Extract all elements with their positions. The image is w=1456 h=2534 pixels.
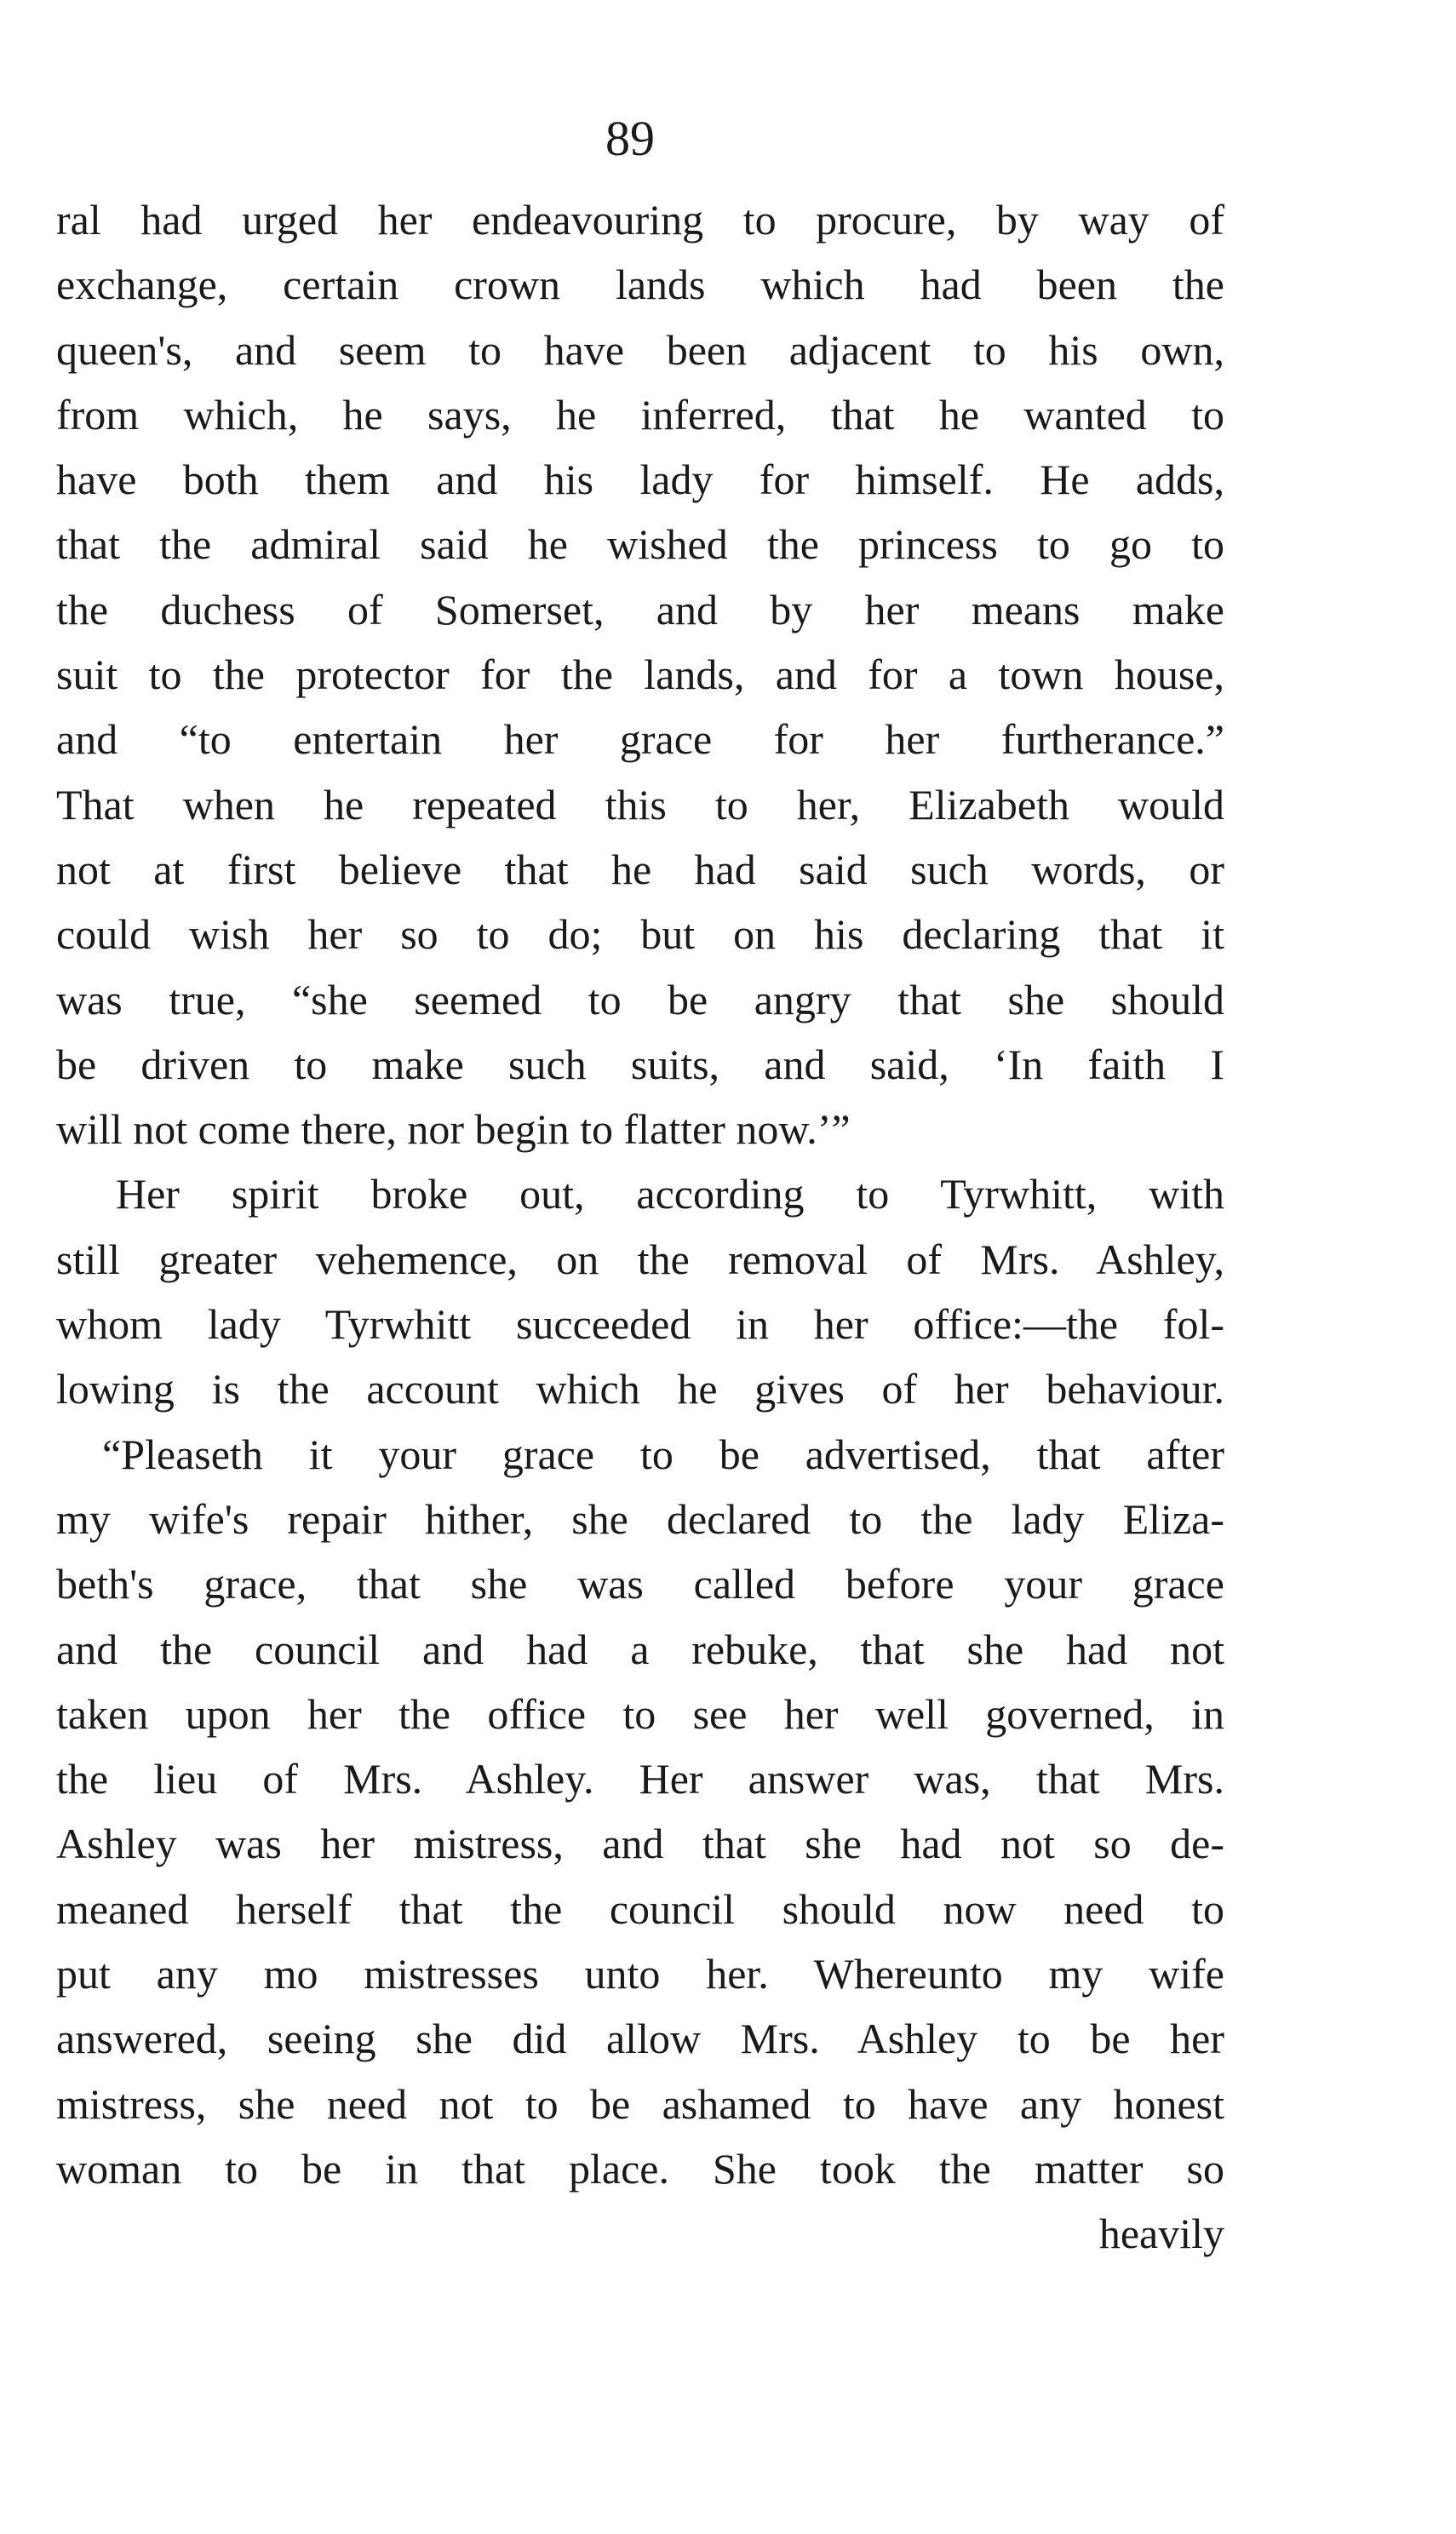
text-line: answered, seeing she did allow Mrs. Ashley to be her [56,2015,1224,2063]
text-line: suit to the protector for the lands, and for a town house, [56,651,1224,699]
text-line: queen's, and seem to have been adjacent to his own, [56,325,1224,374]
paragraph-start-line: “Pleaseth it your grace to be advertised, that after [102,1430,1224,1478]
paragraph-start-line: Her spirit broke out, according to Tyrwhitt, with [116,1170,1224,1218]
body-text [56,187,1224,2267]
text-line: meaned herself that the council should now need to [56,1884,1224,1933]
text-line: have both them and his lady for himself. He adds, [56,456,1224,504]
text-line: taken upon her the office to see her well governed, in [56,1689,1224,1738]
text-line: could wish her so to do; but on his declaring that it [56,910,1224,959]
text-line: lowing is the account which he gives of her behaviour. [56,1365,1224,1413]
text-line: that the admiral said he wished the princess to go to [56,520,1224,569]
text-line: will not come there, nor begin to flatter now.’” [56,1105,851,1154]
text-line: beth's grace, that she was called before your grace [56,1560,1224,1608]
text-line: not at first believe that he had said such words, or [56,845,1224,893]
text-line: ral had urged her endeavouring to procure, by way of [56,196,1224,244]
text-line: put any mo mistresses unto her. Whereunto my wife [56,1950,1224,1998]
text-line: whom lady Tyrwhitt succeeded in her office:—the fol- [56,1300,1224,1349]
text-line: my wife's repair hither, she declared to the lady Eliza- [56,1494,1224,1543]
text-line: and “to entertain her grace for her furtherance.” [56,715,1224,764]
text-line: That when he repeated this to her, Elizabeth would [56,780,1224,828]
text-line: the lieu of Mrs. Ashley. Her answer was, that Mrs. [56,1755,1224,1803]
text-line: exchange, certain crown lands which had been the [56,261,1224,309]
text-line: from which, he says, he inferred, that he wanted to [56,390,1224,439]
page-number: 89 [605,111,655,166]
text-line: Ashley was her mistress, and that she had not so de- [56,1820,1224,1868]
text-line: and the council and had a rebuke, that she had not [56,1625,1224,1673]
catchword: heavily [1098,2210,1224,2258]
text-line: still greater vehemence, on the removal of Mrs. Ashley, [56,1235,1224,1283]
text-line: woman to be in that place. She took the matter so [56,2144,1224,2193]
text-line: was true, “she seemed to be angry that she should [56,975,1224,1023]
text-line: mistress, she need not to be ashamed to have any honest [56,2079,1224,2128]
text-line: be driven to make such suits, and said, ‘In faith I [56,1040,1224,1088]
text-line: the duchess of Somerset, and by her means make [56,585,1224,634]
